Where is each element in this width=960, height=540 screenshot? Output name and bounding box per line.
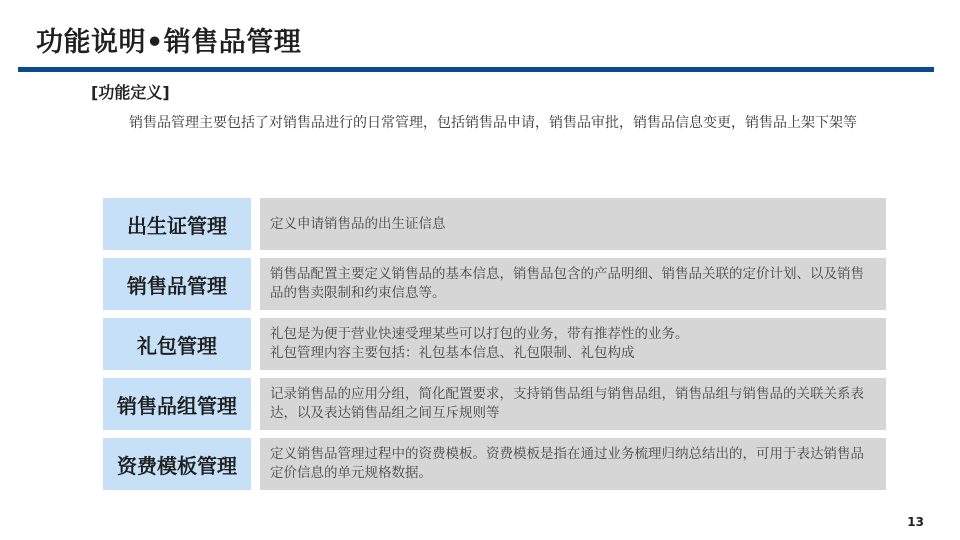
description-line: 定义销售品管理过程中的资费模板。资费模板是指在通过业务梳理归纳总结出的，可用于表达销售品定价信息的单元规格数据。: [270, 446, 864, 481]
description-line: 销售品配置主要定义销售品的基本信息，销售品包含的产品明细、销售品关联的定价计划、以及销售品的售卖限制和约束信息等。: [270, 266, 864, 301]
function-row: [103, 198, 886, 250]
function-label-offering-group: 销售品组管理: [103, 378, 251, 430]
title-underline: [18, 67, 934, 72]
function-row: [103, 258, 886, 310]
function-row: [103, 378, 886, 430]
function-table: [103, 198, 886, 498]
function-description: [260, 198, 886, 250]
description-line: 记录销售品的应用分组，简化配置要求，支持销售品组与销售品组，销售品组与销售品的关联关系表达，以及表达销售品组之间互斥规则等: [270, 386, 864, 421]
slide-title: 功能说明•销售品管理: [36, 27, 302, 58]
function-label-birth-certificate: 出生证管理: [103, 198, 251, 250]
description-line: 礼包是为便于营业快速受理某些可以打包的业务，带有推荐性的业务。: [270, 326, 689, 342]
function-description: [260, 438, 886, 490]
section-label: [功能定义]: [91, 83, 170, 102]
description-line: 定义申请销售品的出生证信息: [270, 215, 446, 232]
function-row: [103, 438, 886, 490]
function-description: [260, 378, 886, 430]
function-label-offering: 销售品管理: [103, 258, 251, 310]
intro-paragraph: 销售品管理主要包括了对销售品进行的日常管理，包括销售品申请，销售品审批，销售品信息变更，销售品上架下架等: [129, 115, 857, 131]
page-number: 13: [907, 515, 924, 529]
description-line: 礼包管理内容主要包括：礼包基本信息、礼包限制、礼包构成: [270, 345, 635, 361]
function-label-tariff-template: 资费模板管理: [103, 438, 251, 490]
function-description: [260, 258, 886, 310]
function-label-gift-pack: 礼包管理: [103, 318, 251, 370]
function-row: [103, 318, 886, 370]
function-description: [260, 318, 886, 370]
